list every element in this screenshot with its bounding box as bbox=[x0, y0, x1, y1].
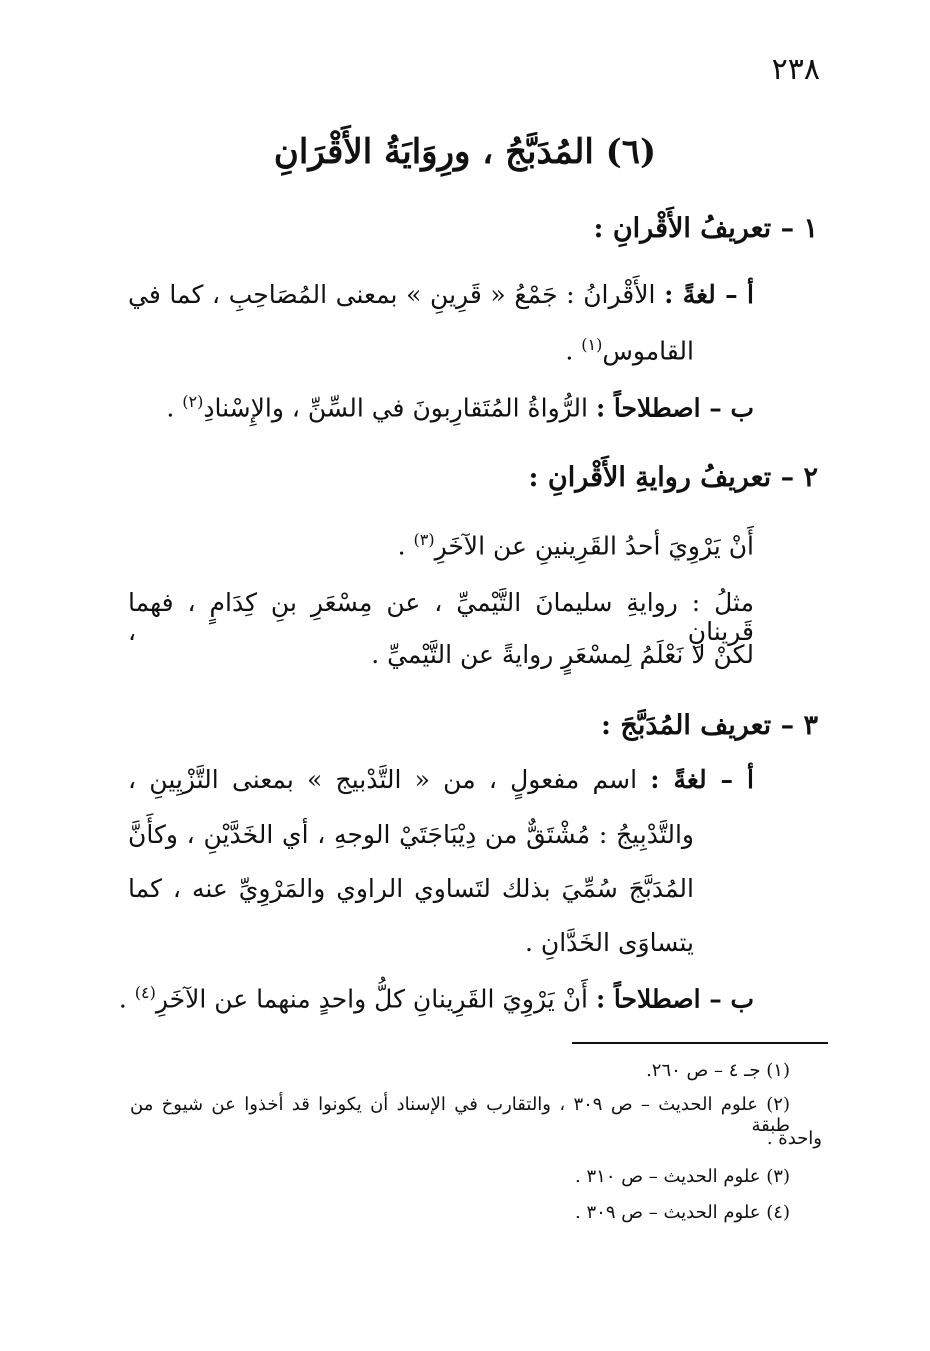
section-3-b-end: . bbox=[118, 984, 127, 1014]
section-3-heading bbox=[601, 710, 818, 741]
section-2-heading bbox=[529, 462, 819, 493]
section-1-b-text: الرُّواةُ المُتَقارِبونَ في السِّنِّ ، والإِسْنادِ bbox=[203, 393, 588, 423]
section-3-a-label: أ – لغةً : bbox=[650, 765, 754, 794]
section-1-a-line2 bbox=[565, 335, 694, 365]
section-1-heading bbox=[593, 213, 818, 244]
page-number: ٢٣٨ bbox=[771, 52, 820, 87]
section-3-b-text: أَنْ يَرْوِيَ القَرِينانِ كلُّ واحدٍ منهما عن الآخَرِ bbox=[155, 984, 588, 1014]
footnote-4: (٤) علوم الحديث – ص ٣٠٩ . bbox=[575, 1202, 790, 1223]
section-1-a-text: الأَقْرانُ : جَمْعُ « قَرِينِ » بمعنى المُصَاحِبِ ، كما في bbox=[128, 280, 656, 309]
footnote-1: (١) جـ ٤ – ص ٢٦٠. bbox=[646, 1060, 790, 1081]
footnote-2: (٢) علوم الحديث – ص ٣٠٩ ، والتقارب في الإسناد أن يكونوا قد أخذوا عن شيوخ من طبقة bbox=[130, 1094, 790, 1136]
section-2-number: ٢ – bbox=[780, 462, 818, 493]
footnote-ref-4: (٤) bbox=[134, 983, 156, 1002]
section-2-text-1: أَنْ يَرْوِيَ أحدُ القَرِينينِ عن الآخَرِ bbox=[434, 531, 754, 561]
section-3-a-text-1: اسم مفعولٍ ، من « التَّدْبيج » بمعنى التَّزْيِينِ ، bbox=[128, 765, 638, 794]
section-2-line1 bbox=[398, 530, 754, 560]
section-1-a-label: أ – لغةً : bbox=[664, 280, 754, 309]
section-2-line2: مثلُ : روايةِ سليمانَ التَّيْميِّ ، عن مِسْعَرِ بنِ كِدَامٍ ، فهما قَرينانِ ، bbox=[128, 588, 754, 646]
section-3-a-line2: والتَّدْبِيجُ : مُشْتَقٌّ من دِيْبَاجَتَيْ الوجهِ ، أي الخَدَّيْنِ ، وكأَنَّ bbox=[128, 820, 694, 849]
footnote-2-cont: واحدة . bbox=[766, 1128, 822, 1149]
section-1-a-end: . bbox=[565, 336, 574, 366]
section-3-b-line bbox=[119, 983, 754, 1013]
footnote-ref-1: (١) bbox=[581, 335, 603, 354]
section-3-b-label: ب – اصطلاحاً : bbox=[595, 984, 754, 1014]
section-2-title: تعريفُ روايةِ الأَقْرانِ : bbox=[528, 462, 772, 493]
section-1-a-line1 bbox=[128, 280, 754, 309]
section-3-a-line4: يتساوَى الخَدَّانِ . bbox=[524, 928, 694, 957]
section-2-end-1: . bbox=[397, 531, 406, 561]
footnote-divider bbox=[572, 1042, 828, 1044]
page-title: (٦) المُدَبَّجُ ، ورِوَايَةُ الأَقْرَانِ bbox=[273, 132, 657, 172]
section-2-line3: لكنْ لا نَعْلَمُ لِمسْعَرٍ روايةً عن التَّيْميِّ . bbox=[371, 640, 754, 669]
section-3-a-line1 bbox=[128, 765, 754, 794]
footnote-ref-2: (٢) bbox=[182, 392, 204, 411]
section-1-b-end: . bbox=[166, 393, 175, 423]
section-3-number: ٣ – bbox=[780, 710, 818, 741]
section-1-a-text-2: القاموس bbox=[602, 336, 694, 366]
footnote-3: (٣) علوم الحديث – ص ٣١٠ . bbox=[575, 1166, 790, 1187]
footnote-ref-3: (٣) bbox=[413, 530, 435, 549]
section-3-a-line3: المُدَبَّجَ سُمِّيَ بذلك لتَساوي الراوي والمَرْوِيِّ عنه ، كما bbox=[128, 874, 694, 903]
section-3-title: تعريف المُدَبَّجَ : bbox=[601, 710, 772, 741]
section-1-number: ١ – bbox=[780, 213, 818, 244]
section-1-title: تعريفُ الأَقْرانِ : bbox=[593, 213, 772, 244]
section-1-b-line bbox=[166, 392, 754, 422]
section-1-b-label: ب – اصطلاحاً : bbox=[595, 393, 754, 423]
